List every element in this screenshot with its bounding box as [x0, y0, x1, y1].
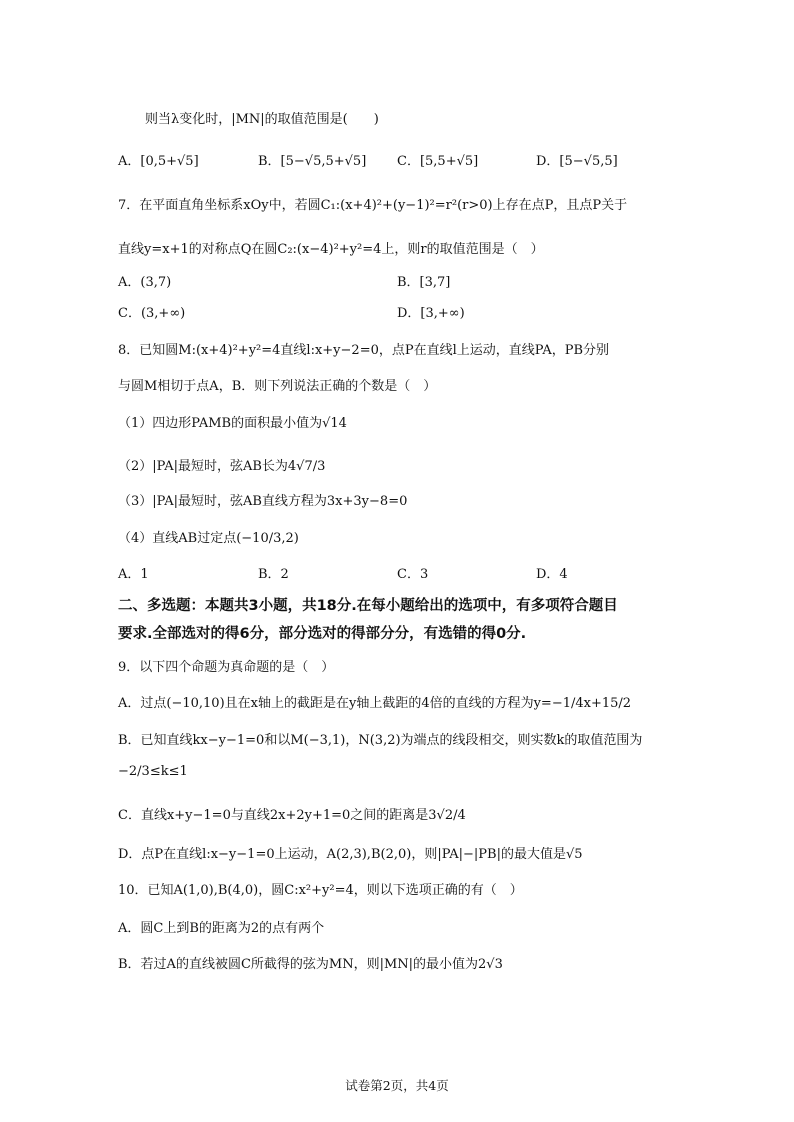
q9-option-c: C．直线x+y−1=0与直线2x+2y+1=0之间的距离是3√2/4 [118, 808, 466, 823]
q7-option-d: D．[3,+∞) [397, 306, 465, 321]
q10-stem: 10．已知A(1,0),B(4,0)，圆C:x²+y²=4，则以下选项正确的有（ ） [118, 883, 523, 898]
q6-stem: 则当λ变化时，|MN|的取值范围是( ) [145, 112, 379, 127]
q8-option-d: D．4 [536, 567, 568, 582]
q8-option-b: B．2 [258, 567, 289, 582]
q6-option-b: B．[5−√5,5+√5] [258, 154, 367, 169]
q7-stem-line2: 直线y=x+1的对称点Q在圆C₂:(x−4)²+y²=4上，则r的取值范围是（ ） [118, 242, 544, 257]
q7-option-c: C．(3,+∞) [118, 306, 186, 321]
q8-stem-line2: 与圆M相切于点A，B．则下列说法正确的个数是（ ） [118, 379, 437, 394]
q7-stem-line1: 7．在平面直角坐标系xOy中，若圆C₁:(x+4)²+(y−1)²=r²(r>0)上存在点P，且点P关于 [118, 198, 628, 213]
q6-option-c: C．[5,5+√5] [397, 154, 479, 169]
q10-option-b: B．若过A的直线被圆C所截得的弦为MN，则|MN|的最小值为2√3 [118, 957, 503, 972]
q6-option-a: A．[0,5+√5] [118, 154, 199, 169]
q8-item-3: （3）|PA|最短时，弦AB直线方程为3x+3y−8=0 [118, 494, 408, 509]
q9-option-d: D．点P在直线l:x−y−1=0上运动，A(2,3),B(2,0)，则|PA|−|PB|的最大值是√5 [118, 847, 583, 862]
q9-option-b-line1: B．已知直线kx−y−1=0和以M(−3,1)，N(3,2)为端点的线段相交，则实数k的取值范围为 [118, 733, 643, 748]
section2-heading-line1: 二、多选题：本题共3小题，共18分.在每小题给出的选项中，有多项符合题目 [118, 598, 618, 614]
q8-item-2: （2）|PA|最短时，弦AB长为4√7/3 [118, 459, 326, 474]
q8-option-c: C．3 [397, 567, 429, 582]
q9-stem: 9．以下四个命题为真命题的是（ ） [118, 660, 335, 675]
q8-stem-line1: 8．已知圆M:(x+4)²+y²=4直线l:x+y−2=0，点P在直线l上运动，直线PA，PB分别 [118, 343, 610, 358]
q10-option-a: A．圆C上到B的距离为2的点有两个 [118, 921, 325, 936]
q9-option-b-line2: −2/3≤k≤1 [118, 764, 188, 779]
q8-item-1: （1）四边形PAMB的面积最小值为√14 [118, 416, 347, 431]
q7-option-a: A．(3,7) [118, 275, 172, 290]
q6-option-d: D．[5−√5,5] [536, 154, 618, 169]
q7-option-b: B．[3,7] [397, 275, 451, 290]
q8-item-4: （4）直线AB过定点(−10/3,2) [118, 531, 299, 546]
q8-option-a: A．1 [118, 567, 149, 582]
section2-heading-line2: 要求.全部选对的得6分，部分选对的得部分分，有选错的得0分. [118, 626, 527, 642]
page-footer: 试卷第2页，共4页 [345, 1078, 449, 1093]
q9-option-a: A．过点(−10,10)且在x轴上的截距是在y轴上截距的4倍的直线的方程为y=−1/4x+15/2 [118, 696, 632, 711]
